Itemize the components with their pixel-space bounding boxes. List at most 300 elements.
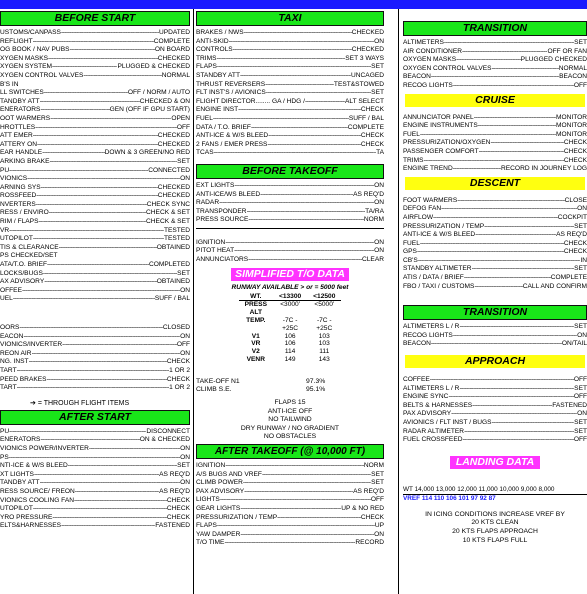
checklist-line: [196, 149, 384, 158]
checklist-value: OFF: [176, 341, 190, 349]
leader-dashes: [13, 295, 155, 304]
checklist-line: [0, 106, 190, 115]
checklist-line: [403, 114, 587, 123]
leader-dashes: [238, 106, 361, 115]
checklist-value: CONNECTED: [148, 166, 190, 174]
leader-dashes: [229, 38, 375, 47]
checklist-line: [0, 81, 190, 90]
checklist-line: [403, 332, 587, 341]
checklist-item: STANDBY ATT: [196, 71, 240, 79]
checklist-line: [0, 471, 190, 480]
takeoff-data-cell: [307, 309, 341, 317]
leader-dashes: [61, 522, 155, 531]
checklist-line: [0, 252, 190, 261]
checklist-line: [403, 214, 587, 223]
checklist-item: TANDBY ATT: [0, 479, 40, 487]
leader-dashes: [37, 141, 158, 150]
takeoff-data-cell: WT.: [239, 293, 273, 301]
before-start-list: [0, 29, 190, 304]
takeoff-data-row: [239, 356, 342, 364]
takeoff-data-cell: 149: [284, 356, 296, 364]
checklist-value: SET: [574, 427, 587, 435]
leader-dashes: [262, 471, 371, 480]
takeoff-data-cell: VENR: [246, 356, 265, 364]
takeoff-n1-label: TAKE-OFF N1: [196, 377, 240, 385]
checklist-line: [403, 240, 587, 249]
checklist-item: FOOT WARMERS: [403, 196, 458, 204]
checklist-item: ENGINE SYNC: [403, 393, 449, 401]
checklist-item: GPS: [403, 248, 417, 256]
leader-dashes: [266, 89, 371, 98]
checklist-line: [403, 197, 587, 206]
leader-dashes: [268, 132, 361, 141]
takeoff-data-row: [239, 301, 342, 309]
checklist-item: FUEL: [403, 130, 420, 138]
checklist-item: HROTTLES: [0, 123, 36, 131]
checklist-item: PAX ADVISORY: [196, 487, 245, 495]
checklist-line: [0, 115, 190, 124]
descent-list: [403, 197, 587, 292]
takeoff-data-cell: V1: [251, 332, 260, 340]
checklist-item: EACON: [0, 332, 24, 340]
takeoff-data-cell: V2: [251, 348, 260, 356]
checklist-item: ENERATORS: [0, 106, 41, 114]
checklist-line: [196, 29, 384, 38]
checklist-item: YRO PRESSURE: [0, 513, 53, 521]
checklist-item: PAX ADVISORY: [403, 410, 452, 418]
checklist-value: OFF: [176, 123, 190, 131]
checklist-value: ON: [577, 205, 587, 213]
after-takeoff-header: AFTER TAKEOFF (@ 10,000 FT): [196, 444, 384, 459]
checklist-line: [403, 82, 587, 91]
leader-dashes: [9, 227, 164, 236]
checklist-line: [0, 488, 190, 497]
checklist-line: [196, 72, 384, 81]
checklist-item: FBO / TAXI / CUSTOMS: [403, 282, 475, 290]
checklist-line: [403, 231, 587, 240]
checklist-value: CHECK: [360, 513, 384, 521]
leader-dashes: [9, 167, 148, 176]
icing-note: 10 KTS FLAPS FULL: [462, 536, 528, 544]
checklist-value: ON: [180, 349, 190, 357]
takeoff-data-cell: [273, 309, 307, 317]
checklist-item: OFFEE: [0, 286, 22, 294]
checklist-item: RIM / FLAPS: [0, 218, 39, 226]
checklist-value: COMPLETED: [148, 261, 190, 269]
checklist-value: MONITOR: [555, 113, 587, 121]
checklist-value: ON: [374, 37, 384, 45]
checklist-line: [0, 324, 190, 333]
column-divider: [193, 9, 194, 594]
checklist-line: [196, 462, 384, 471]
checklist-item: PS: [0, 453, 9, 461]
checklist-item: T/O TIME: [196, 539, 225, 547]
after-start-list: [0, 428, 190, 531]
leader-dashes: [40, 436, 139, 445]
checklist-line: [196, 98, 384, 107]
taxi-list: [196, 29, 384, 158]
before-takeoff-list: [196, 182, 384, 225]
checklist-value: UP: [374, 522, 384, 530]
leader-dashes: [61, 29, 159, 38]
checklist-line: [403, 393, 587, 402]
after-start-pre-list: [0, 324, 190, 393]
checklist-value: CLOSE: [564, 196, 587, 204]
checklist-item: ROSSFEED: [0, 192, 37, 200]
leader-dashes: [59, 244, 157, 253]
checklist-line: [196, 63, 384, 72]
checklist-value: CALL AND CONFIRM: [522, 282, 587, 290]
checklist-line: [196, 191, 384, 200]
checklist-item: XYGEN CONTROL VALVES: [0, 71, 84, 79]
checklist-item: ANTI-ICE & W/S BLEED: [403, 231, 476, 239]
checklist-value: ALT SELECT: [345, 97, 384, 105]
leader-dashes: [214, 149, 376, 158]
leader-dashes: [305, 98, 345, 107]
checklist-item: FUEL CROSSFEED: [403, 436, 463, 444]
checklist-line: [0, 218, 190, 227]
checklist-line: [0, 63, 190, 72]
leader-dashes: [74, 497, 167, 506]
checklist-item: LIGHTS: [196, 496, 220, 504]
checklist-value: TEST&STOWED: [333, 80, 384, 88]
checklist-line: [403, 402, 587, 411]
leader-dashes: [240, 531, 374, 540]
leader-dashes: [70, 46, 155, 55]
checklist-value: SET: [574, 265, 587, 273]
checklist-item: FLT INST'S / AVIONICS: [196, 89, 266, 97]
checklist-item: RECOG LIGHTS: [403, 81, 453, 89]
checklist-item: THRUST REVERSERS: [196, 80, 266, 88]
takeoff-data-cell: TEMP.: [246, 317, 266, 325]
checklist-value: ON: [374, 199, 384, 207]
leader-dashes: [29, 358, 167, 367]
checklist-value: ON: [374, 238, 384, 246]
takeoff-data-row: [239, 325, 342, 333]
checklist-value: CHECKED: [351, 46, 384, 54]
checklist-item: ATIS / DATA / BRIEF: [403, 274, 464, 282]
leader-dashes: [36, 192, 157, 201]
checklist-line: [403, 248, 587, 257]
checklist-value: CHECK: [166, 505, 190, 513]
checklist-line: [403, 131, 587, 140]
checklist-value: CHECK: [563, 139, 587, 147]
checklist-line: [0, 235, 190, 244]
checklist-item: PRESSURIZATION / TEMP: [196, 513, 278, 521]
checklist-line: [0, 505, 190, 514]
checklist-item: ENGINE INSTRUMENTS: [403, 122, 478, 130]
checklist-item: RESS / ENVIRO: [0, 209, 49, 217]
checklist-line: [0, 514, 190, 523]
checklist-line: [403, 410, 587, 419]
checklist-item: LOCKS/BUGS: [0, 269, 43, 277]
checklist-value: SET: [371, 470, 384, 478]
leader-dashes: [62, 341, 177, 350]
column-right: [403, 9, 587, 594]
takeoff-data-cell: [239, 325, 273, 333]
leader-dashes: [41, 184, 158, 193]
checklist-value: DISCONNECT: [146, 427, 190, 435]
checklist-item: PRESS SOURCE: [196, 216, 249, 224]
checklist-line: [0, 201, 190, 210]
checklist-line: [0, 167, 190, 176]
checklist-value: CHECKED: [157, 192, 190, 200]
leader-dashes: [472, 402, 552, 411]
checklist-value: CHECK: [563, 248, 587, 256]
checklist-line: [0, 141, 190, 150]
transition-2-header: TRANSITION: [403, 305, 587, 320]
takeoff-data-cell: 106: [284, 340, 296, 348]
icing-note: 20 KTS FLAPS APPROACH: [452, 527, 538, 535]
leader-dashes: [441, 205, 577, 214]
checklist-item: TRIMS: [403, 156, 424, 164]
checklist-line: [403, 274, 587, 283]
checklist-line: [0, 227, 190, 236]
leader-dashes: [457, 197, 564, 206]
leader-dashes: [472, 265, 575, 274]
takeoff-note: FLAPS 15: [274, 399, 306, 407]
checklist-value: RECORD IN JOURNEY LOG: [501, 165, 587, 173]
checklist-item: XYGEN MASKS: [0, 54, 49, 62]
checklist-item: ENGINE INST: [196, 106, 239, 114]
checklist-value: TESTED: [163, 235, 190, 243]
checklist-value: CHECK: [166, 513, 190, 521]
checklist-line: [0, 287, 190, 296]
checklist-item: REFLIGHT: [0, 37, 33, 45]
checklist-value: 1 OR 2: [169, 384, 190, 392]
takeoff-note: ANTI-ICE OFF: [267, 407, 313, 415]
checklist-line: [403, 139, 587, 148]
takeoff-data-row: [239, 348, 342, 356]
checklist-value: SET: [574, 222, 587, 230]
leader-dashes: [47, 261, 149, 270]
leader-dashes: [420, 131, 556, 140]
takeoff-data-cell: 103: [318, 332, 330, 340]
leader-dashes: [225, 462, 364, 471]
checklist-line: [196, 496, 384, 505]
checklist-value: UP & NO RED: [341, 504, 384, 512]
leader-dashes: [474, 283, 522, 292]
checklist-line: [0, 428, 190, 437]
checklist-value: 1 OR 2: [169, 366, 190, 374]
checklist-item: ALTIMETERS L / R: [403, 323, 460, 331]
checklist-value: MONITOR: [555, 122, 587, 130]
checklist-line: [403, 205, 587, 214]
checklist-item: UTOPILOT: [0, 235, 33, 243]
checklist-value: CHECK: [360, 106, 384, 114]
checklist-item: OOT WARMERS: [0, 114, 51, 122]
leader-dashes: [433, 214, 558, 223]
checklist-item: USTOMS/CANPASS: [0, 29, 61, 36]
cruise-header: CRUISE: [405, 94, 585, 107]
checklist-line: [0, 124, 190, 133]
leader-dashes: [244, 29, 352, 38]
leader-dashes: [453, 165, 501, 174]
checklist-item: ALTIMETERS: [403, 39, 444, 46]
checklist-value: ON: [577, 410, 587, 418]
leader-dashes: [36, 201, 147, 210]
leader-dashes: [49, 209, 146, 218]
checklist-line: [403, 323, 587, 332]
checklist-value: COCKPIT: [557, 213, 587, 221]
checklist-item: CB'S: [403, 256, 418, 264]
checklist-line: [0, 38, 190, 47]
leader-dashes: [44, 278, 157, 287]
checklist-item: CLIMB POWER: [196, 479, 243, 487]
checklist-item: TANDBY ATT: [0, 97, 40, 105]
checklist-item: AX ADVISORY: [0, 278, 45, 286]
checklist-value: UPDATED: [158, 29, 190, 36]
checklist-line: [0, 445, 190, 454]
checklist-line: [0, 367, 190, 376]
leader-dashes: [247, 208, 366, 217]
takeoff-data-cell: 103: [318, 340, 330, 348]
checklist-value: SET: [177, 157, 190, 165]
checklist-value: TA: [376, 149, 384, 157]
checklist-line: [403, 376, 587, 385]
checklist-item: ATT EMER: [0, 132, 33, 140]
takeoff-data-cell: 114: [284, 348, 296, 356]
leader-dashes: [52, 514, 167, 523]
checklist-value: MONITOR: [555, 130, 587, 138]
leader-dashes: [240, 72, 351, 81]
checklist-value: SET: [574, 419, 587, 426]
icing-note: 20 KTS CLEAN: [471, 519, 519, 527]
checklist-value: NORM: [363, 216, 384, 224]
leader-dashes: [277, 514, 361, 523]
checklist-value: CHECK: [360, 140, 384, 148]
checklist-line: [196, 81, 384, 90]
takeoff-n1-row: [196, 378, 384, 387]
checklist-line: [403, 56, 587, 65]
checklist-line: [0, 436, 190, 445]
leader-dashes: [68, 462, 177, 471]
checklist-item: ALTIMETERS L / R: [403, 384, 460, 392]
checklist-item: PU: [0, 427, 10, 435]
leader-dashes: [213, 115, 349, 124]
transition-list: [403, 39, 587, 91]
checklist-item: LL SWITCHES: [0, 89, 44, 97]
leader-dashes: [220, 496, 371, 505]
checklist-item: FLAPS: [196, 522, 217, 530]
checklist-line: [196, 38, 384, 47]
checklist-item: 2 FANS / EMER PRESS: [196, 140, 268, 148]
checklist-line: [0, 29, 190, 38]
checklist-value: SET: [574, 39, 587, 46]
leader-dashes: [17, 367, 170, 376]
leader-dashes: [9, 428, 146, 437]
taxi-header: TAXI: [196, 11, 384, 26]
checklist-value: DOWN & 3 GREEN/NO RED: [104, 149, 190, 157]
checklist-line: [0, 358, 190, 367]
leader-dashes: [38, 218, 146, 227]
checklist-value: CHECKED: [157, 140, 190, 148]
checklist-item: TRIMS: [196, 54, 217, 62]
transition-2-list: [403, 323, 587, 349]
takeoff-data-cell: VR: [251, 340, 261, 348]
leader-dashes: [459, 323, 574, 332]
leader-dashes: [9, 454, 180, 463]
checklist-value: OFF / NORM / AUTO: [127, 89, 190, 97]
checklist-item: PRESSURIZATION/OXYGEN: [403, 139, 491, 147]
checklist-value: SET: [574, 323, 587, 331]
checklist-value: OBTAINED: [156, 278, 190, 286]
checklist-item: VR: [0, 226, 10, 234]
takeoff-data-cell: <12500: [307, 293, 341, 301]
checklist-value: OPEN: [171, 114, 190, 122]
takeoff-data-cell: ALT: [249, 309, 262, 317]
checklist-item: OG BOOK / NAV PUBS: [0, 46, 70, 54]
leader-dashes: [224, 539, 355, 548]
checklist-line: [196, 239, 384, 248]
takeoff-data-cell: <5000': [314, 301, 335, 309]
checklist-item: IGNITION: [196, 238, 226, 246]
checklist-line: [403, 283, 587, 292]
leader-dashes: [32, 350, 181, 359]
checklist-line: [0, 89, 190, 98]
column-left: [0, 9, 190, 594]
checklist-item: RESS SOURCE/ FREON: [0, 487, 75, 495]
checklist-line: [403, 428, 587, 437]
checklist-item: AIR CONDITIONER: [403, 47, 462, 55]
checklist-value: OBTAINED: [156, 243, 190, 251]
checklist-value: CHECK SYNC: [146, 200, 190, 208]
checklist-line: [196, 199, 384, 208]
takeoff-data-row: [239, 293, 342, 301]
checklist-item: STANDBY ALTIMETER: [403, 265, 472, 273]
checklist-item: REON AIR: [0, 349, 32, 357]
checklist-line: [196, 531, 384, 540]
takeoff-data-cell: <13300: [273, 293, 307, 301]
checklist-line: [0, 55, 190, 64]
checklist-line: [403, 436, 587, 445]
transition-header: TRANSITION: [403, 21, 587, 36]
leader-dashes: [50, 115, 171, 124]
column-middle: [196, 9, 384, 594]
checklist-value: AS REQ'D: [159, 470, 190, 478]
checklist-item: ENGINE TREND: [403, 165, 453, 173]
checklist-line: [403, 257, 587, 266]
checklist-line: [0, 295, 190, 304]
checklist-value: OFF: [370, 496, 384, 504]
checklist-value: ON & CHECKED: [139, 436, 190, 444]
after-takeoff-list: [196, 462, 384, 548]
checklist-value: OFF: [573, 393, 587, 401]
leader-dashes: [44, 89, 128, 98]
leader-dashes: [490, 139, 563, 148]
checklist-item: UEL: [0, 295, 13, 303]
checklist-item: NTI-ICE & W/S BLEED: [0, 462, 68, 470]
leader-dashes: [35, 124, 177, 133]
leader-dashes: [27, 175, 180, 184]
takeoff-data-row: [239, 340, 342, 348]
checklist-item: PRESSURIZATION / TEMP: [403, 222, 485, 230]
top-bar: [0, 0, 587, 9]
checklist-item: BRAKES / NWS: [196, 29, 244, 36]
checklist-item: OXYGEN MASKS: [403, 56, 457, 64]
checklist-line: [196, 46, 384, 55]
checklist-line: [0, 132, 190, 141]
leader-dashes: [418, 257, 581, 266]
checklist-line: [403, 340, 587, 349]
leader-dashes: [453, 82, 574, 91]
checklist-value: ON/TAIL: [561, 340, 587, 348]
checklist-line: [403, 223, 587, 232]
before-start-header: BEFORE START: [0, 11, 190, 26]
checklist-line: [196, 106, 384, 115]
after-start-header: AFTER START: [0, 410, 190, 425]
checklist-item: ELTS&HARNESSES: [0, 522, 62, 530]
